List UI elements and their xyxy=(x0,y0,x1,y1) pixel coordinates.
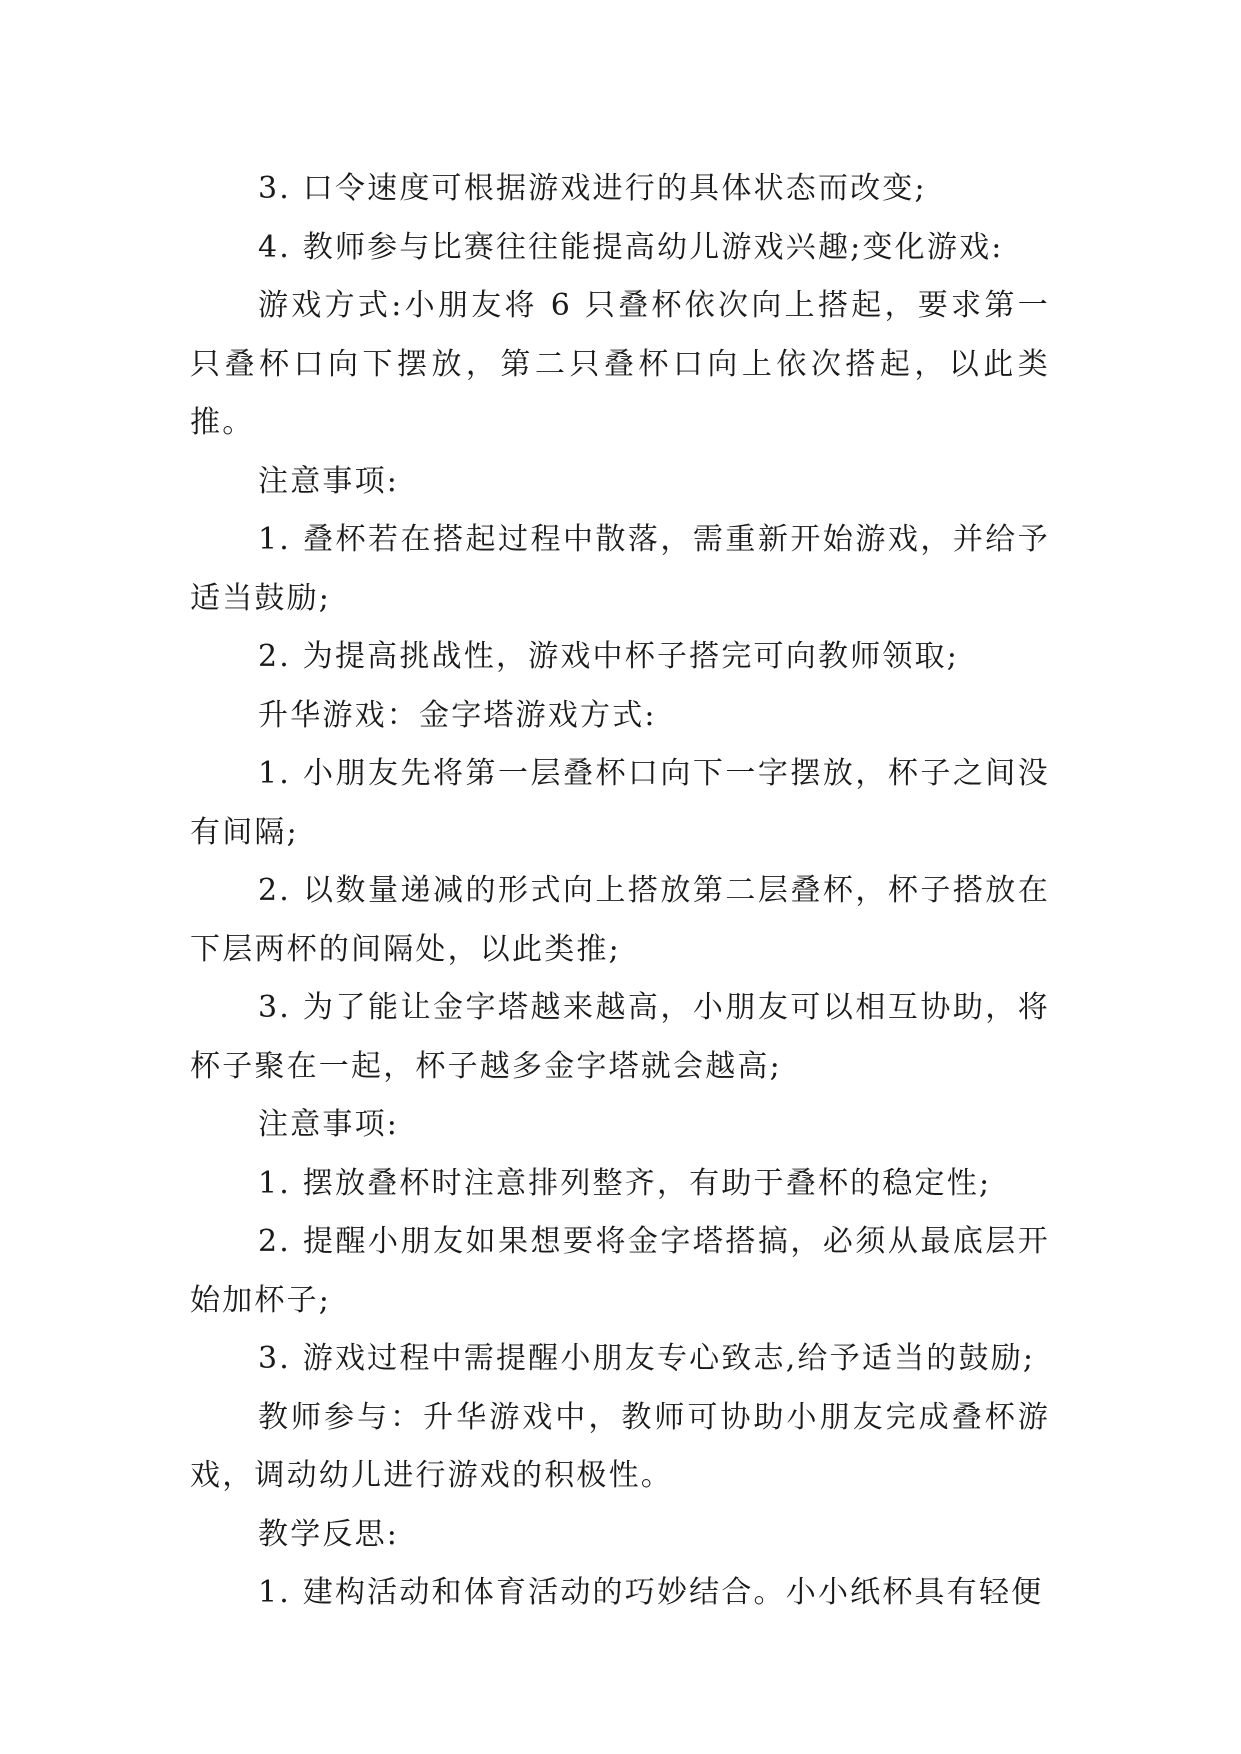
paragraph-note-2-challenge: 2. 为提高挑战性，游戏中杯子搭完可向教师领取; xyxy=(258,639,960,674)
paragraph-teacher-participation: 教师参与：升华游戏中，教师可协助小朋友完成叠杯游戏，调动幼儿进行游戏的积极性。 xyxy=(190,1399,1050,1493)
paragraph-reflection-heading: 教学反思: xyxy=(258,1516,400,1552)
paragraph-pyramid-step-3: 3. 为了能让金字塔越来越高，小朋友可以相互协助，将杯子聚在一起，杯子越多金字塔就会越高; xyxy=(190,990,1050,1084)
paragraph-note-3-encouragement: 3. 游戏过程中需提醒小朋友专心致志,给予适当的鼓励; xyxy=(258,1341,1036,1376)
paragraph-rule-3-command-speed: 3. 口令速度可根据游戏进行的具体状态而改变; xyxy=(258,171,927,206)
paragraph-advanced-game-heading: 升华游戏：金字塔游戏方式: xyxy=(258,697,657,733)
paragraph-notes-heading-2: 注意事项: xyxy=(258,1107,400,1142)
paragraph-note-2-bottom-layer: 2. 提醒小朋友如果想要将金字塔搭搞，必须从最底层开始加杯子; xyxy=(190,1224,1050,1318)
paragraph-rule-4-teacher-participation: 4. 教师参与比赛往往能提高幼儿游戏兴趣;变化游戏: xyxy=(258,229,1004,265)
paragraph-reflection-1: 1. 建构活动和体育活动的巧妙结合。小小纸杯具有轻便 xyxy=(258,1575,1044,1610)
paragraph-note-1-cups-fall: 1. 叠杯若在搭起过程中散落，需重新开始游戏，并给予适当鼓励; xyxy=(190,522,1050,616)
paragraph-notes-heading: 注意事项: xyxy=(258,463,400,499)
paragraph-pyramid-step-2: 2. 以数量递减的形式向上搭放第二层叠杯，杯子搭放在下层两杯的间隔处，以此类推; xyxy=(190,873,1050,967)
paragraph-note-1-alignment: 1. 摆放叠杯时注意排列整齐，有助于叠杯的稳定性; xyxy=(258,1165,992,1201)
document-body xyxy=(190,160,1050,1623)
paragraph-pyramid-step-1: 1. 小朋友先将第一层叠杯口向下一字摆放，杯子之间没有间隔; xyxy=(190,756,1050,850)
paragraph-variation-game-method: 游戏方式:小朋友将 6 只叠杯依次向上搭起，要求第一只叠杯口向下摆放，第二只叠杯口向上依次搭起，以此类推。 xyxy=(190,288,1050,440)
